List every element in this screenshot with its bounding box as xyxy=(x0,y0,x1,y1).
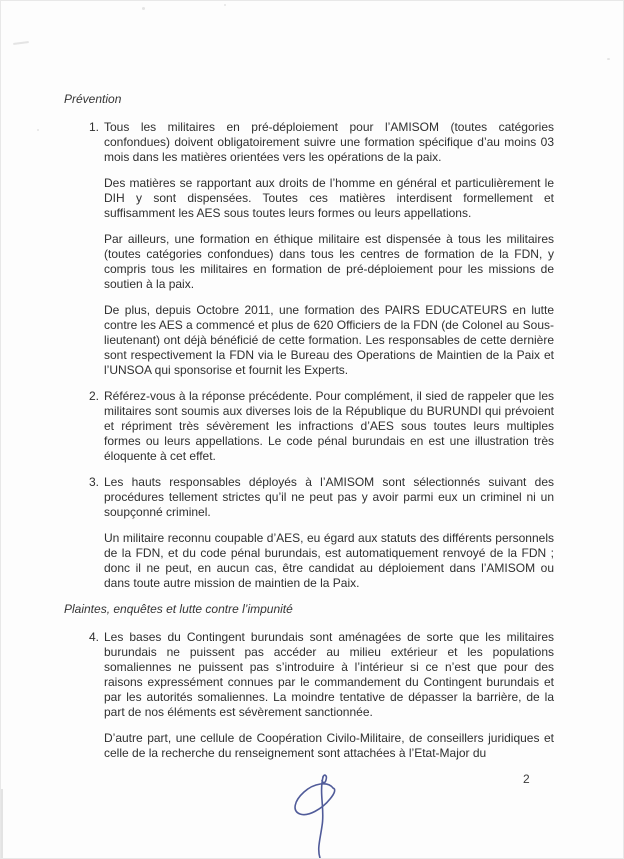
scan-edge-shadow xyxy=(1,789,3,859)
list-item-number: 3. xyxy=(89,475,100,489)
scan-noise xyxy=(224,4,226,6)
paragraph: Un militaire reconnu coupable d’AES, eu égard aux statuts des différents personnels de la FDN, et du code pénal burundais, est automatiquement renvoyé de la FDN ; donc il ne peut, en aucun cas, être candidat au déploiement dans l’AMISOM ou dans toute autre mission de maintien de la Paix. xyxy=(104,531,554,590)
paragraph: D’autre part, une cellule de Coopération Civilo-Militaire, de conseillers juridiques et celle de la recherche du renseignement sont attachées à l’Etat-Major du xyxy=(104,731,554,760)
signature-strokes xyxy=(295,775,335,858)
signature-ink xyxy=(292,774,344,859)
scan-noise xyxy=(37,129,39,131)
list-item-4 xyxy=(64,630,554,761)
section-heading-prevention: Prévention xyxy=(64,92,122,106)
paragraph: Référez-vous à la réponse précédente. Pour complément, il sied de rappeler que les militaires sont soumis aux diverses lois de la République du BURUNDI qui prévoient et répriment très sévèrement les infractions d’AES sous toutes leurs multiples formes ou leurs appellations. Le code pénal burundais en est une illustration très éloquente à cet effet. xyxy=(104,389,554,463)
list-item-3 xyxy=(64,475,554,591)
list-item-number: 4. xyxy=(89,630,100,644)
scan-noise xyxy=(607,58,610,60)
paragraph: Les hauts responsables déployés à l’AMISOM sont sélectionnés suivant des procédures tellement strictes qu’il ne peut pas y avoir parmi eux un criminel ni un soupçonné criminel. xyxy=(104,475,554,519)
section-heading-plaintes: Plaintes, enquêtes et lutte contre l’impunité xyxy=(64,602,293,616)
document-body xyxy=(64,92,554,772)
paragraph: De plus, depuis Octobre 2011, une formation des PAIRS EDUCATEURS en lutte contre les AES a commencé et plus de 620 Officiers de la FDN (de Colonel au Sous-lieutenant) ont déjà bénéficié de cette formation. Les responsables de cette dernière sont respectivement la FDN via le Bureau des Operations de Maintien de la Paix et l’UNSOA qui sponsorise et fournit les Experts. xyxy=(104,303,555,377)
paragraph: Des matières se rapportant aux droits de l’homme en général et particulièrement le DIH y sont dispensées. Toutes ces matières interdisent formellement et suffisamment les AES sous toutes leurs formes ou leurs appellations. xyxy=(104,176,554,220)
scan-noise xyxy=(13,41,29,45)
list-item-2 xyxy=(64,389,554,464)
page-number: 2 xyxy=(523,772,530,786)
scan-noise xyxy=(142,7,145,10)
list-item-number: 2. xyxy=(89,389,100,403)
paragraph: Par ailleurs, une formation en éthique militaire est dispensée à tous les militaires (toutes catégories confondues) dans tous les centres de formation de la FDN, y compris tous les militaires en formation de pré-déploiement pour les missions de soutien à la paix. xyxy=(104,232,554,291)
list-item-number: 1. xyxy=(89,120,100,134)
paragraph: Tous les militaires en pré-déploiement pour l’AMISOM (toutes catégories confondues) doivent obligatoirement suivre une formation spécifique d’au moins 03 mois dans les matières orientées vers les opérations de la paix. xyxy=(104,120,554,164)
paragraph: Les bases du Contingent burundais sont aménagées de sorte que les militaires burundais ne puissent pas accéder au milieu extérieur et les populations somaliennes ne puissent pas s’introduire à l’intérieur si ce n’est que pour des raisons expressément connues par le commandement du Contingent burundais et par les autorités somaliennes. La moindre tentative de dépasser la barrière, de la part de nos éléments est sévèrement sanctionnée. xyxy=(104,630,554,719)
list-item-1 xyxy=(64,120,554,378)
